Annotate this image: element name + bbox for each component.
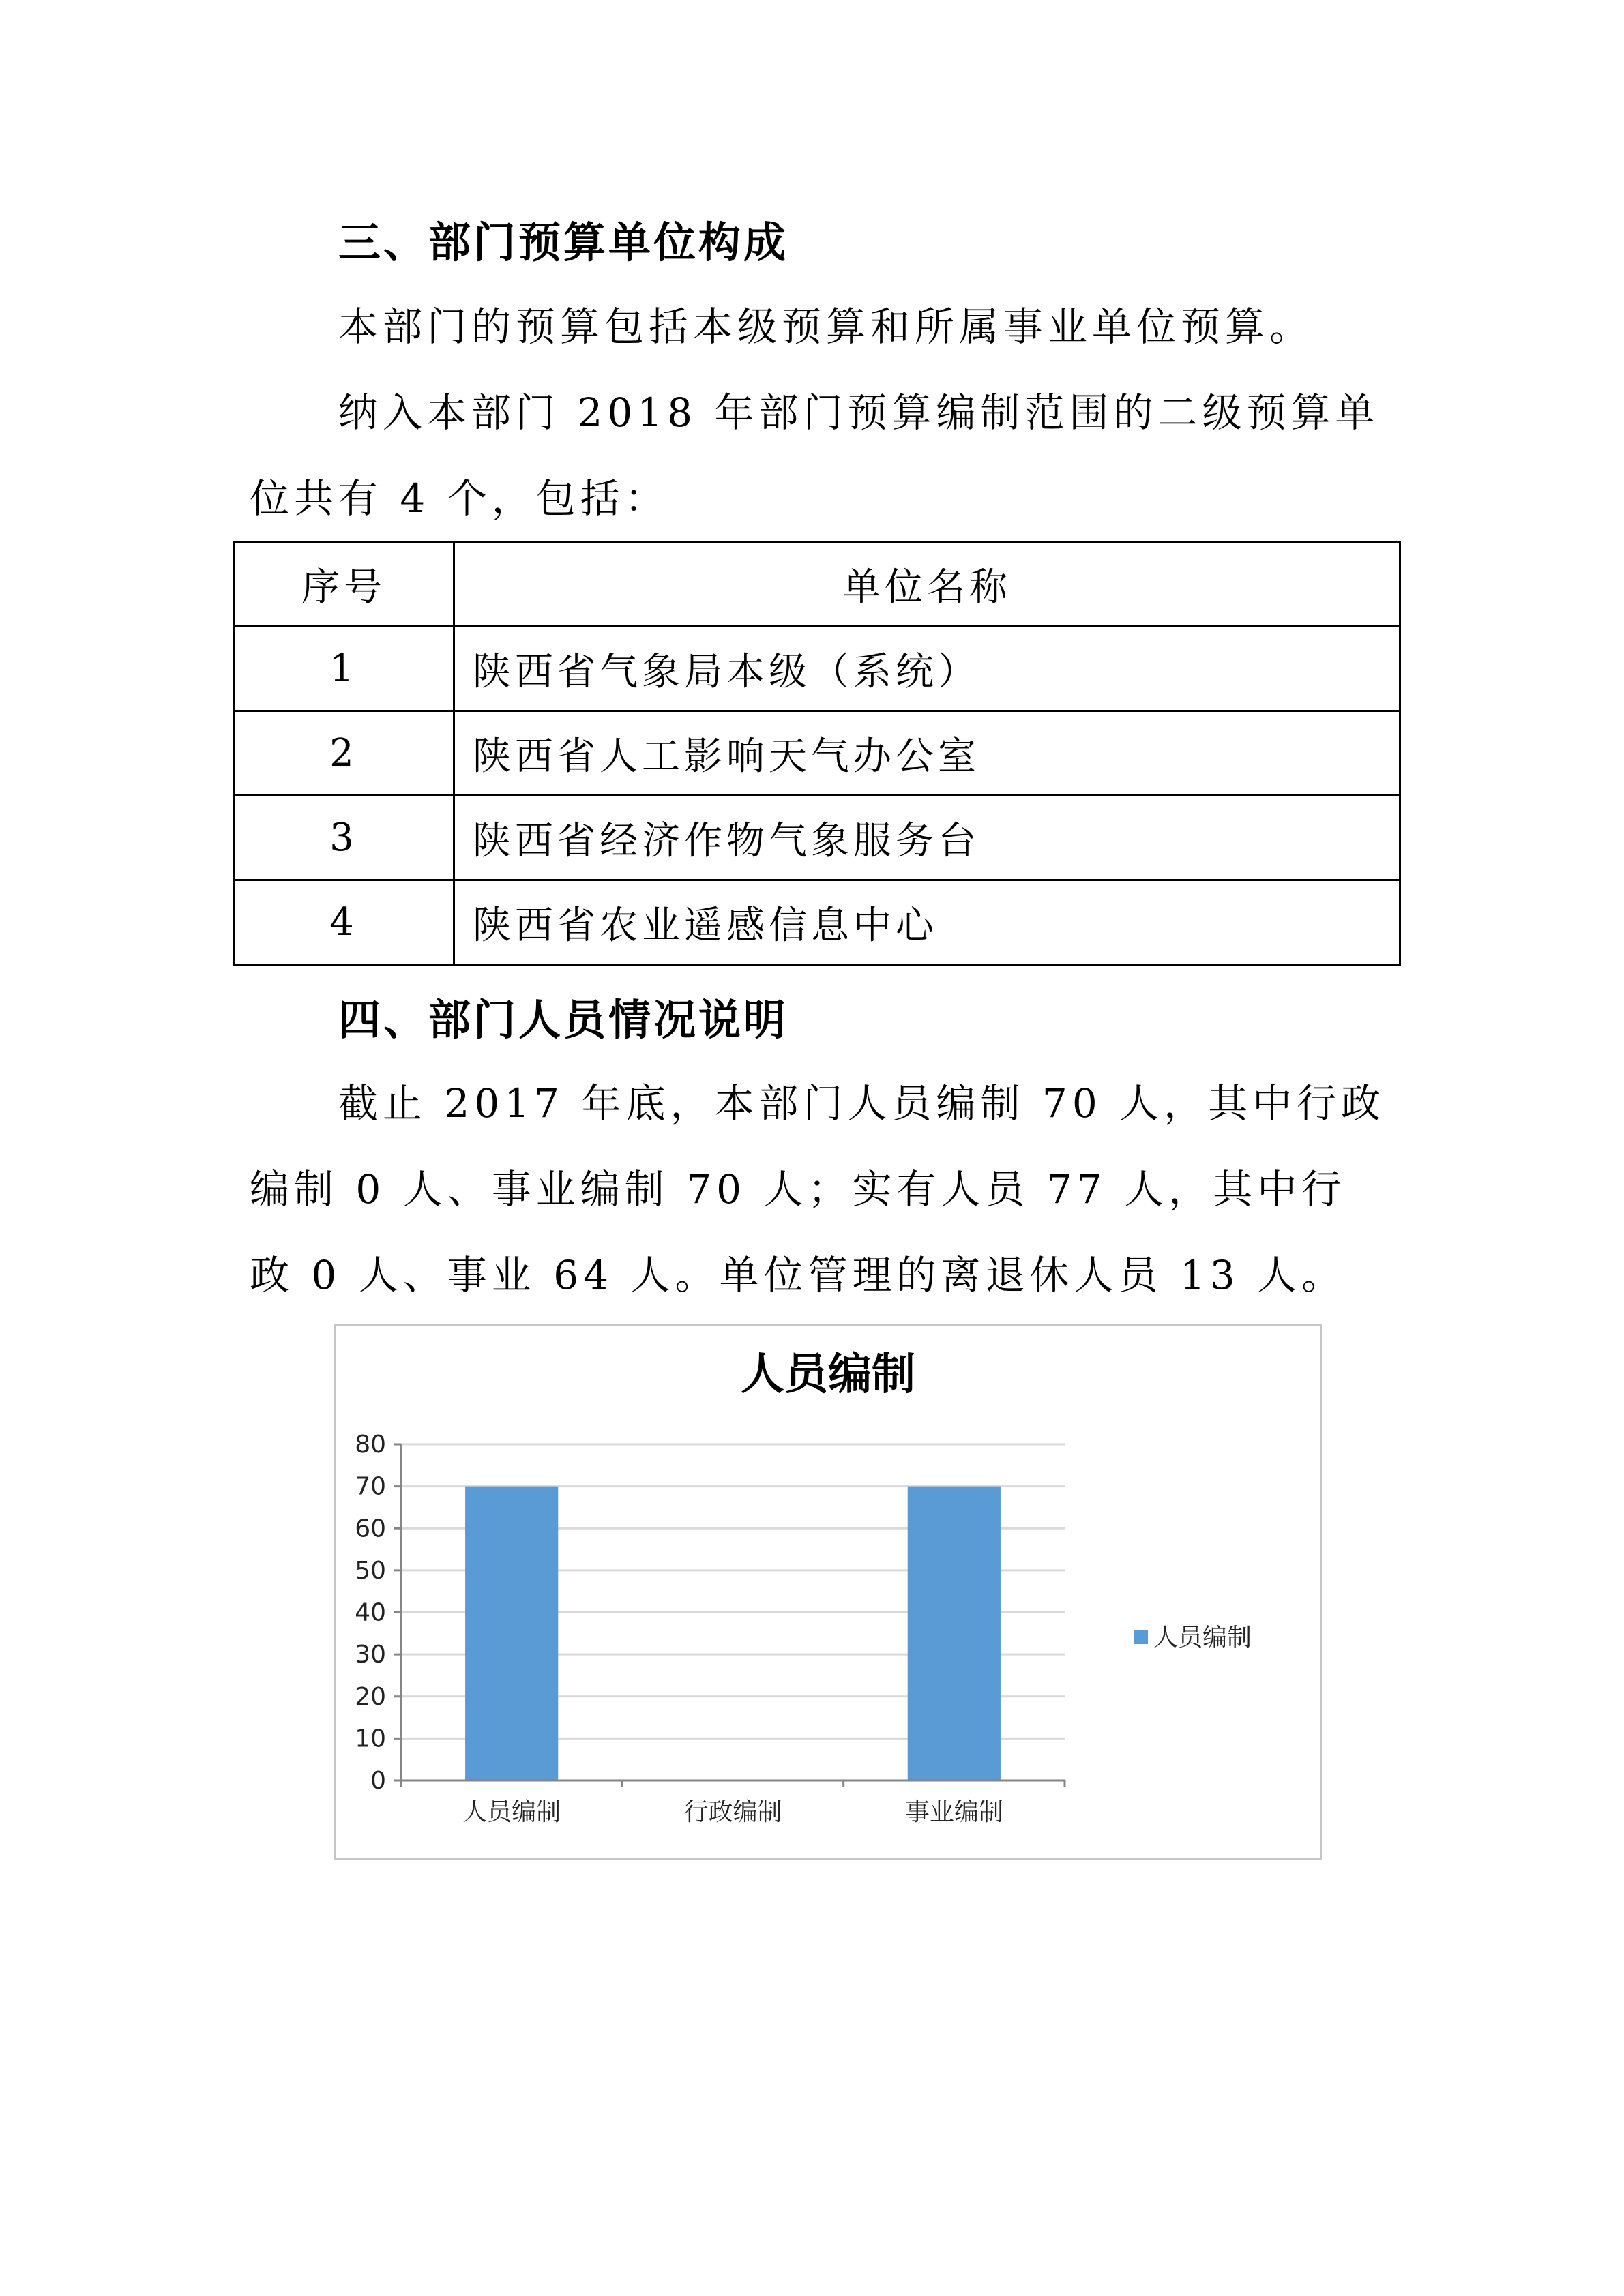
y-tick-label: 30	[355, 1641, 386, 1669]
section4-para: 截止 2017 年底，本部门人员编制 70 人，其中行政编制 0 人、事业编制 70 人；实有人员 77 人，其中行政 0 人、事业 64 人。单位管理的离退休人员 13 人。	[250, 1080, 1386, 1298]
bar-1	[465, 1487, 558, 1780]
y-tick-label: 40	[355, 1598, 386, 1627]
row-unit-name: 陕西省气象局本级（系统）	[454, 627, 1400, 711]
x-category-label: 人员编制	[462, 1798, 561, 1826]
table-row	[234, 880, 1400, 965]
row-index: 3	[234, 796, 454, 880]
x-category-label: 事业编制	[904, 1798, 1003, 1826]
chart-title: 人员编制	[741, 1350, 915, 1400]
row-unit-name: 陕西省农业遥感信息中心	[454, 880, 1400, 965]
table-row	[234, 796, 1400, 880]
row-unit-name: 陕西省经济作物气象服务台	[454, 796, 1400, 880]
table-row	[234, 627, 1400, 711]
budget-units-table	[233, 541, 1401, 966]
y-tick-label: 0	[370, 1767, 386, 1795]
legend-label: 人员编制	[1153, 1624, 1252, 1652]
section3-heading: 三、部门预算单位构成	[338, 218, 789, 267]
bar-3	[908, 1487, 1001, 1780]
chart-bars	[465, 1487, 1001, 1780]
y-tick-label: 50	[355, 1556, 386, 1585]
row-index: 1	[234, 627, 454, 711]
header-index: 序号	[234, 542, 454, 627]
y-tick-label: 10	[355, 1725, 386, 1753]
row-index: 2	[234, 711, 454, 796]
row-unit-name: 陕西省人工影响天气办公室	[454, 711, 1400, 796]
section4-heading: 四、部门人员情况说明	[338, 995, 789, 1045]
y-tick-label: 20	[355, 1682, 386, 1711]
staffing-chart-svg	[336, 1326, 1320, 1858]
y-tick-label: 70	[355, 1472, 386, 1501]
section3-para2: 纳入本部门 2018 年部门预算编制范围的二级预算单位共有 4 个，包括：	[250, 389, 1380, 522]
header-unit-name: 单位名称	[454, 542, 1400, 627]
legend-swatch	[1134, 1630, 1148, 1644]
staffing-chart	[334, 1324, 1322, 1860]
table-header-row	[234, 542, 1400, 627]
row-index: 4	[234, 880, 454, 965]
chart-legend	[1134, 1624, 1252, 1652]
x-category-label: 行政编制	[683, 1798, 782, 1826]
section3-para1: 本部门的预算包括本级预算和所属事业单位预算。	[338, 303, 1314, 350]
table-row	[234, 711, 1400, 796]
y-tick-label: 80	[355, 1431, 386, 1459]
y-tick-label: 60	[355, 1515, 386, 1543]
